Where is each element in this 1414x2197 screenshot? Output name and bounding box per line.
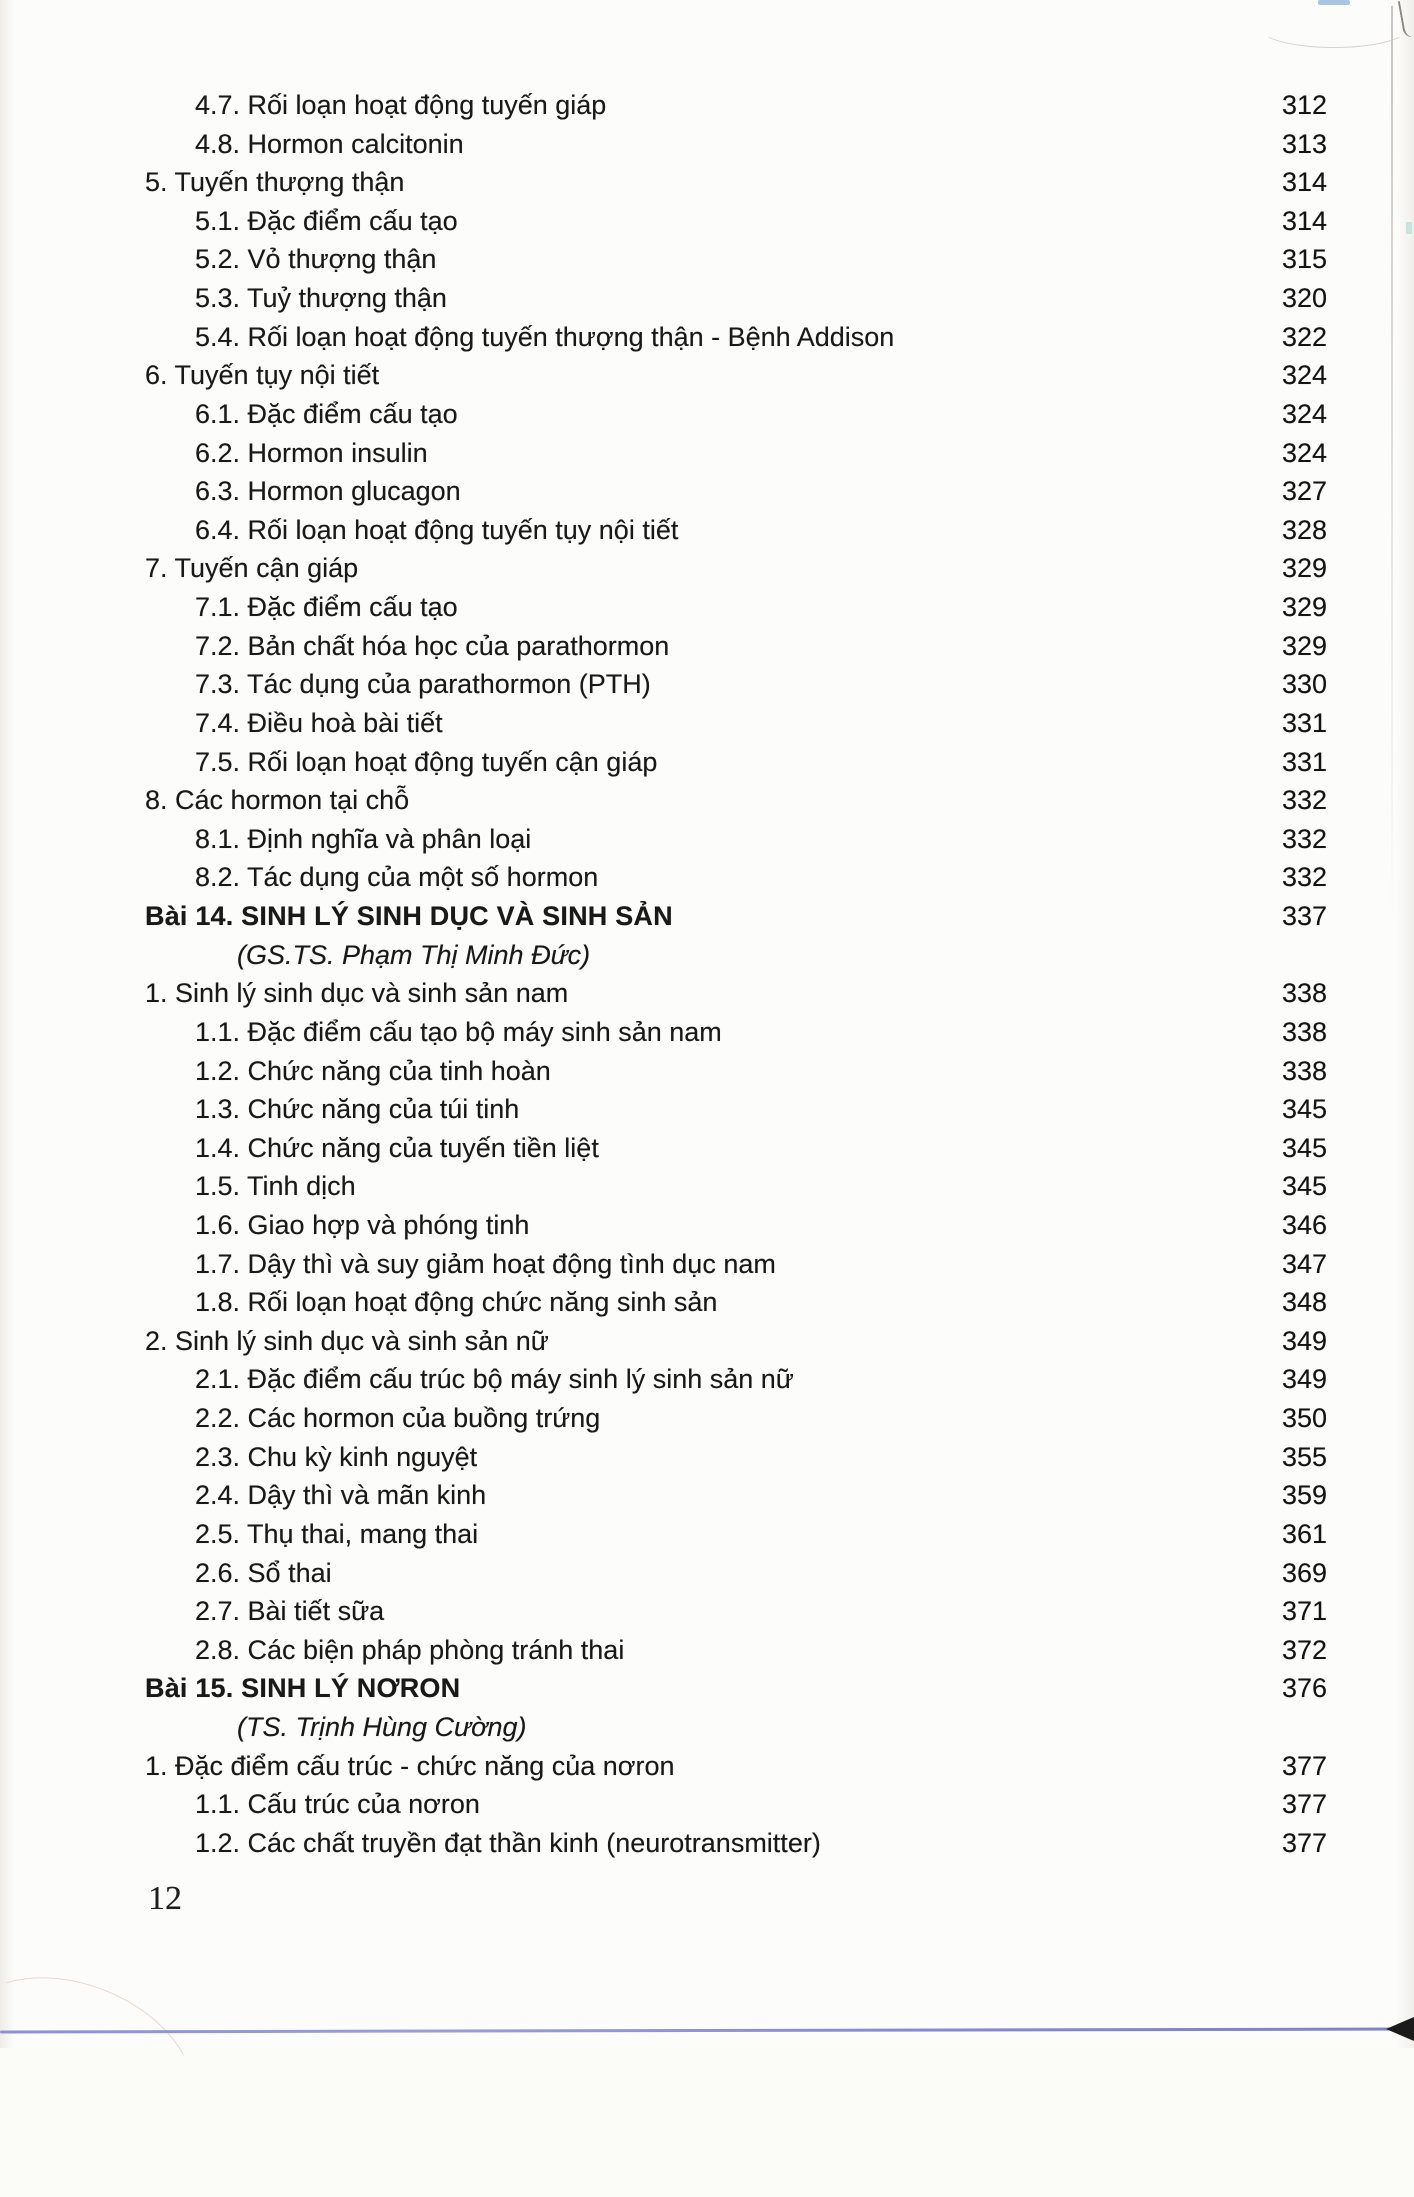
toc-entry-page: 347: [1281, 1248, 1327, 1279]
toc-row: [0, 1052, 1414, 1091]
toc-entry-title: 1.1. Đặc điểm cấu tạo bộ máy sinh sản nam: [195, 1016, 722, 1047]
toc-entry-page: 314: [1281, 167, 1327, 198]
toc-entry-title: 6.1. Đặc điểm cấu tạo: [195, 398, 458, 429]
toc-entry-title: 1.8. Rối loạn hoạt động chức năng sinh sản: [195, 1287, 718, 1318]
toc-entry-title: 7.2. Bản chất hóa học của parathormon: [195, 630, 670, 661]
toc-row: [0, 1747, 1414, 1786]
toc-row: [0, 1554, 1414, 1593]
toc-row: [0, 395, 1414, 434]
toc-entry-page: 346: [1281, 1209, 1327, 1240]
toc-entry-title: 1.1. Cấu trúc của nơron: [195, 1789, 480, 1820]
toc-entry-title: 2.6. Sổ thai: [195, 1557, 332, 1588]
toc-entry-page: 330: [1281, 669, 1327, 700]
toc-row: [0, 1322, 1414, 1361]
toc-entry-page: 377: [1281, 1827, 1327, 1858]
page-edge-line: [1391, 6, 1393, 926]
toc-entry-page: 312: [1281, 90, 1327, 120]
toc-row: [0, 1360, 1414, 1399]
toc-entry-title: 7. Tuyến cận giáp: [145, 553, 359, 584]
toc-row: [0, 1592, 1414, 1631]
toc-row: [0, 549, 1414, 588]
toc-entry-title: 2. Sinh lý sinh dục và sinh sản nữ: [145, 1325, 549, 1356]
toc-row: [0, 1206, 1414, 1245]
toc-entry-title: 7.5. Rối loạn hoạt động tuyến cận giáp: [195, 746, 658, 777]
toc-row: [0, 1167, 1414, 1206]
toc-entry-title: Bài 14. SINH LÝ SINH DỤC VÀ SINH SẢN: [145, 901, 673, 932]
toc-row: [0, 240, 1414, 279]
toc-entry-page: 328: [1281, 514, 1327, 545]
toc-entry-page: 329: [1281, 592, 1327, 623]
toc-entry-page: 349: [1281, 1325, 1327, 1356]
toc-entry-title: 5.4. Rối loạn hoạt động tuyến thượng thận - Bệnh Addison: [195, 321, 895, 352]
toc-row: [0, 1245, 1414, 1284]
toc-entry-page: 338: [1281, 1016, 1327, 1047]
toc-row: [0, 86, 1414, 125]
toc-entry-title: 1.6. Giao hợp và phóng tinh: [195, 1209, 530, 1240]
toc-entry-title: 1.7. Dậy thì và suy giảm hoạt động tình dục nam: [195, 1248, 776, 1279]
toc-row: [0, 820, 1414, 859]
toc-entry-title: 6. Tuyến tụy nội tiết: [145, 360, 380, 391]
toc-row: [0, 936, 1414, 975]
toc-row: [0, 1631, 1414, 1670]
toc-entry-page: 369: [1281, 1557, 1327, 1588]
toc-entry-title: 8.2. Tác dụng của một số hormon: [195, 862, 599, 893]
toc-entry-title: 8. Các hormon tại chỗ: [145, 785, 410, 816]
toc-row: [0, 627, 1414, 666]
toc-row: [0, 1824, 1414, 1863]
toc-entry-page: 377: [1281, 1750, 1327, 1781]
toc-row: [0, 1283, 1414, 1322]
toc-entry-title: 5.2. Vỏ thượng thận: [195, 244, 437, 275]
toc-entry-page: 345: [1281, 1132, 1327, 1163]
toc-row: [0, 472, 1414, 511]
toc-row: [0, 1129, 1414, 1168]
toc-entry-title: 2.2. Các hormon của buồng trứng: [195, 1403, 601, 1434]
toc-row: [0, 743, 1414, 782]
toc-entry-title: 5. Tuyến thượng thận: [145, 167, 405, 198]
toc-entry-page: 371: [1281, 1596, 1327, 1627]
toc-entry-title: 2.7. Bài tiết sữa: [195, 1596, 385, 1627]
toc-entry-page: 345: [1281, 1171, 1327, 1202]
toc-entry-page: 372: [1281, 1634, 1327, 1665]
toc-entry-title: 1.2. Các chất truyền đạt thần kinh (neurotransmitter): [195, 1827, 821, 1858]
toc-entry-title: 1.2. Chức năng của tinh hoàn: [195, 1055, 551, 1086]
right-edge-teal-mark: [1406, 222, 1412, 234]
toc-row: [0, 279, 1414, 318]
toc-entry-page: 337: [1281, 901, 1327, 932]
toc-row: [0, 356, 1414, 395]
toc-entry-title: 4.7. Rối loạn hoạt động tuyến giáp: [195, 90, 607, 120]
toc-entry-page: 345: [1281, 1094, 1327, 1125]
toc-entry-page: 338: [1281, 978, 1327, 1009]
toc-entry-title: 7.1. Đặc điểm cấu tạo: [195, 592, 458, 623]
toc-row: [0, 974, 1414, 1013]
toc-row: [0, 202, 1414, 241]
corner-crease-curve: [1258, 6, 1410, 48]
toc-entry-page: 331: [1281, 746, 1327, 777]
page-folio: 12: [148, 1880, 182, 1917]
toc-entry-title: 1. Sinh lý sinh dục và sinh sản nam: [145, 978, 569, 1009]
toc-row: [0, 704, 1414, 743]
toc-entry-title: Bài 15. SINH LÝ NƠRON: [145, 1673, 461, 1704]
toc-row: [0, 1438, 1414, 1477]
toc-entry-page: 322: [1281, 321, 1327, 352]
toc-entry-page: 324: [1281, 437, 1327, 468]
toc-entry-page: 313: [1281, 128, 1327, 159]
toc-entry-page: 349: [1281, 1364, 1327, 1395]
toc-entry-page: 359: [1281, 1480, 1327, 1511]
toc-entry-page: 355: [1281, 1441, 1327, 1472]
toc-entry-title: 4.8. Hormon calcitonin: [195, 128, 464, 159]
toc-row: [0, 163, 1414, 202]
toc-row: [0, 434, 1414, 473]
toc-entry-page: 361: [1281, 1518, 1327, 1549]
toc-entry-page: 332: [1281, 785, 1327, 816]
toc-entry-title: 2.3. Chu kỳ kinh nguyệt: [195, 1441, 478, 1472]
top-blue-scan-mark: [1318, 0, 1350, 5]
toc-entry-page: 332: [1281, 862, 1327, 893]
toc-entry-title: 7.4. Điều hoà bài tiết: [195, 707, 443, 738]
toc-entry-title: 6.2. Hormon insulin: [195, 437, 428, 468]
toc-entry-page: 332: [1281, 823, 1327, 854]
toc-row: [0, 318, 1414, 357]
toc-row: [0, 1013, 1414, 1052]
toc-row: [0, 1399, 1414, 1438]
toc-entry-page: 329: [1281, 630, 1327, 661]
toc-entry-page: 350: [1281, 1403, 1327, 1434]
toc-entry-title: (TS. Trịnh Hùng Cường): [237, 1712, 527, 1743]
toc-entry-page: 315: [1281, 244, 1327, 275]
toc-entry-title: 2.4. Dậy thì và mãn kinh: [195, 1480, 487, 1511]
toc-entry-title: (GS.TS. Phạm Thị Minh Đức): [237, 939, 591, 970]
toc-entry-title: 5.3. Tuỷ thượng thận: [195, 283, 447, 314]
toc-row: [0, 511, 1414, 550]
toc-row: [0, 897, 1414, 936]
toc-row: [0, 1515, 1414, 1554]
toc-row: [0, 125, 1414, 164]
toc-entry-title: 8.1. Định nghĩa và phân loại: [195, 823, 532, 854]
toc-row: [0, 858, 1414, 897]
toc-entry-page: 324: [1281, 360, 1327, 391]
bottom-right-wedge-mark: [1386, 2017, 1414, 2041]
toc-row: [0, 588, 1414, 627]
toc-entry-page: 324: [1281, 398, 1327, 429]
toc-entry-page: 377: [1281, 1789, 1327, 1820]
toc-entry-page: 338: [1281, 1055, 1327, 1086]
toc-row: [0, 1708, 1414, 1747]
toc-entry-page: 376: [1281, 1673, 1327, 1704]
toc-entry-page: 320: [1281, 283, 1327, 314]
toc-entry-title: 2.1. Đặc điểm cấu trúc bộ máy sinh lý sinh sản nữ: [195, 1364, 794, 1395]
toc-entry-title: 6.4. Rối loạn hoạt động tuyến tụy nội tiết: [195, 514, 679, 545]
toc-entry-title: 5.1. Đặc điểm cấu tạo: [195, 205, 458, 236]
toc-entry-page: 314: [1281, 205, 1327, 236]
toc-entry-title: 1.4. Chức năng của tuyến tiền liệt: [195, 1132, 599, 1163]
toc-entry-page: 331: [1281, 707, 1327, 738]
toc-row: [0, 1785, 1414, 1824]
toc-entry-title: 2.5. Thụ thai, mang thai: [195, 1518, 479, 1549]
toc-entry-title: 1. Đặc điểm cấu trúc - chức năng của nơron: [145, 1750, 675, 1781]
toc-row: [0, 1476, 1414, 1515]
toc-entry-page: 327: [1281, 476, 1327, 507]
toc-entry-title: 1.5. Tinh dịch: [195, 1171, 356, 1202]
toc-row: [0, 781, 1414, 820]
toc-row: [0, 1669, 1414, 1708]
toc-entry-title: 6.3. Hormon glucagon: [195, 476, 461, 507]
toc-row: [0, 665, 1414, 704]
toc-entry-title: 2.8. Các biện pháp phòng tránh thai: [195, 1634, 625, 1665]
toc-entry-page: 329: [1281, 553, 1327, 584]
toc-entry-title: 7.3. Tác dụng của parathormon (PTH): [195, 669, 651, 700]
toc-entry-title: 1.3. Chức năng của túi tinh: [195, 1094, 520, 1125]
toc-entry-page: 348: [1281, 1287, 1327, 1318]
toc-row: [0, 1090, 1414, 1129]
